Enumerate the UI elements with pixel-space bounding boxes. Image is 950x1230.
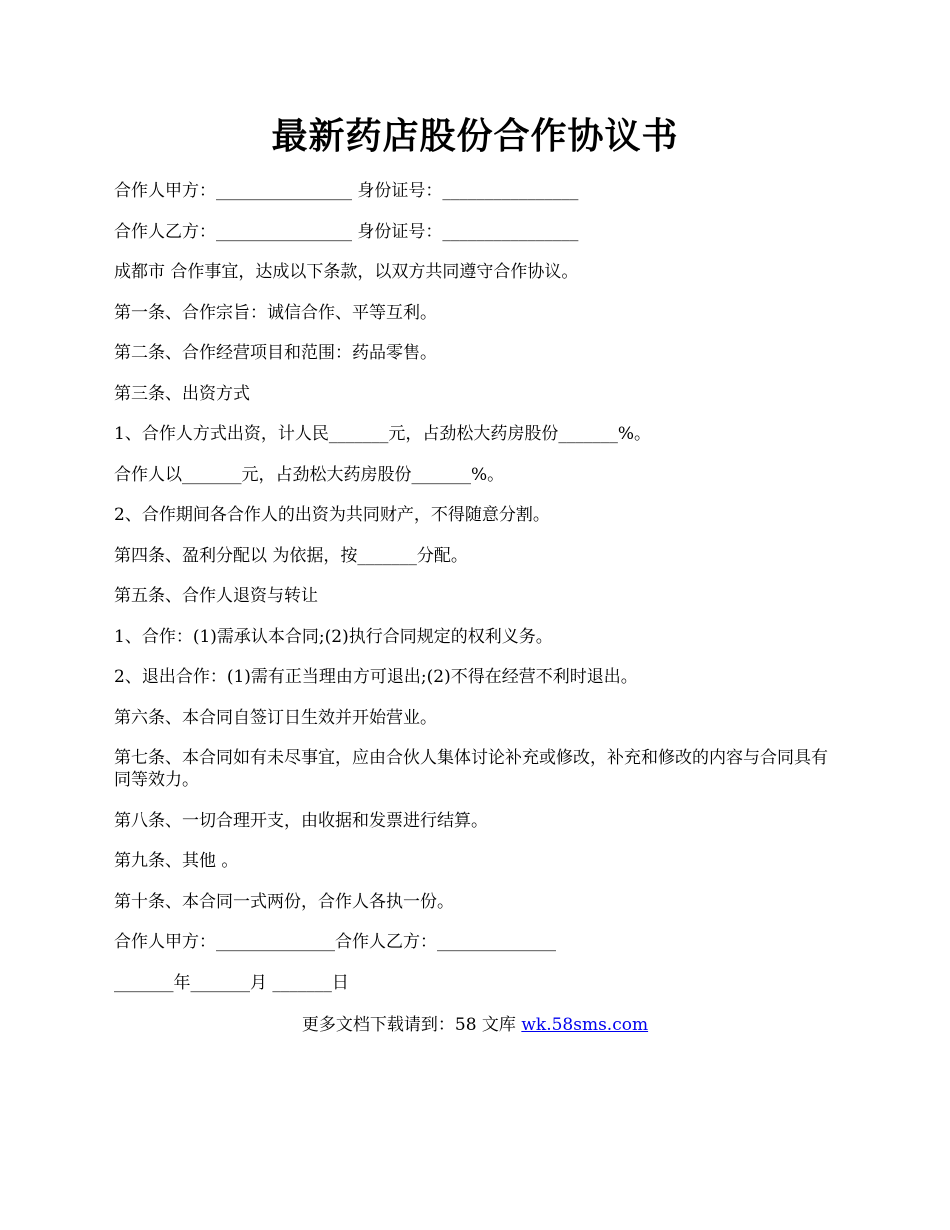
article-9: 第九条、其他 。 <box>114 851 239 871</box>
article-3-heading: 第三条、出资方式 <box>114 383 250 404</box>
party-a-line: 合作人甲方：________________ 身份证号：________________ <box>114 181 579 201</box>
signature-line: 合作人甲方：______________合作人乙方：______________ <box>114 932 556 952</box>
article-5-item-1: 1、合作：(1)需承认本合同;(2)执行合同规定的权利义务。 <box>114 626 553 647</box>
article-3-item-2: 2、合作期间各合作人的出资为共同财产，不得随意分割。 <box>114 505 550 525</box>
article-10: 第十条、本合同一式两份，合作人各执一份。 <box>114 891 454 912</box>
article-3-item-1: 1、合作人方式出资，计人民_______元，占劲松大药房股份_______%。 <box>114 424 651 444</box>
article-1: 第一条、合作宗旨：诚信合作、平等互利。 <box>114 302 437 323</box>
date-line: _______年_______月 _______日 <box>114 972 349 993</box>
article-5-heading: 第五条、合作人退资与转让 <box>114 586 318 606</box>
article-5-item-2: 2、退出合作：(1)需有正当理由方可退出;(2)不得在经营不利时退出。 <box>114 667 638 687</box>
preamble: 成都市 合作事宜，达成以下条款，以双方共同遵守合作协议。 <box>114 262 579 282</box>
document-title: 最新药店股份合作协议书 <box>271 115 679 157</box>
party-b-line: 合作人乙方：________________ 身份证号：________________ <box>114 221 579 242</box>
footer-link[interactable]: wk.58sms.com <box>521 1015 649 1035</box>
article-4: 第四条、盈利分配以 为依据，按_______分配。 <box>114 545 468 566</box>
download-footer <box>0 1014 950 1036</box>
article-8: 第八条、一切合理开支，由收据和发票进行结算。 <box>114 810 488 831</box>
article-2: 第二条、合作经营项目和范围：药品零售。 <box>114 343 437 363</box>
document-body <box>114 180 844 1012</box>
article-6: 第六条、本合同自签订日生效并开始营业。 <box>114 707 437 728</box>
article-3-item-1b: 合作人以_______元，占劲松大药房股份_______%。 <box>114 464 505 485</box>
article-7: 第七条、本合同如有未尽事宜，应由合伙人集体讨论补充或修改，补充和修改的内容与合同具有同等效力。 <box>114 748 828 790</box>
footer-text: 更多文档下载请到：58 文库 <box>301 1015 522 1035</box>
